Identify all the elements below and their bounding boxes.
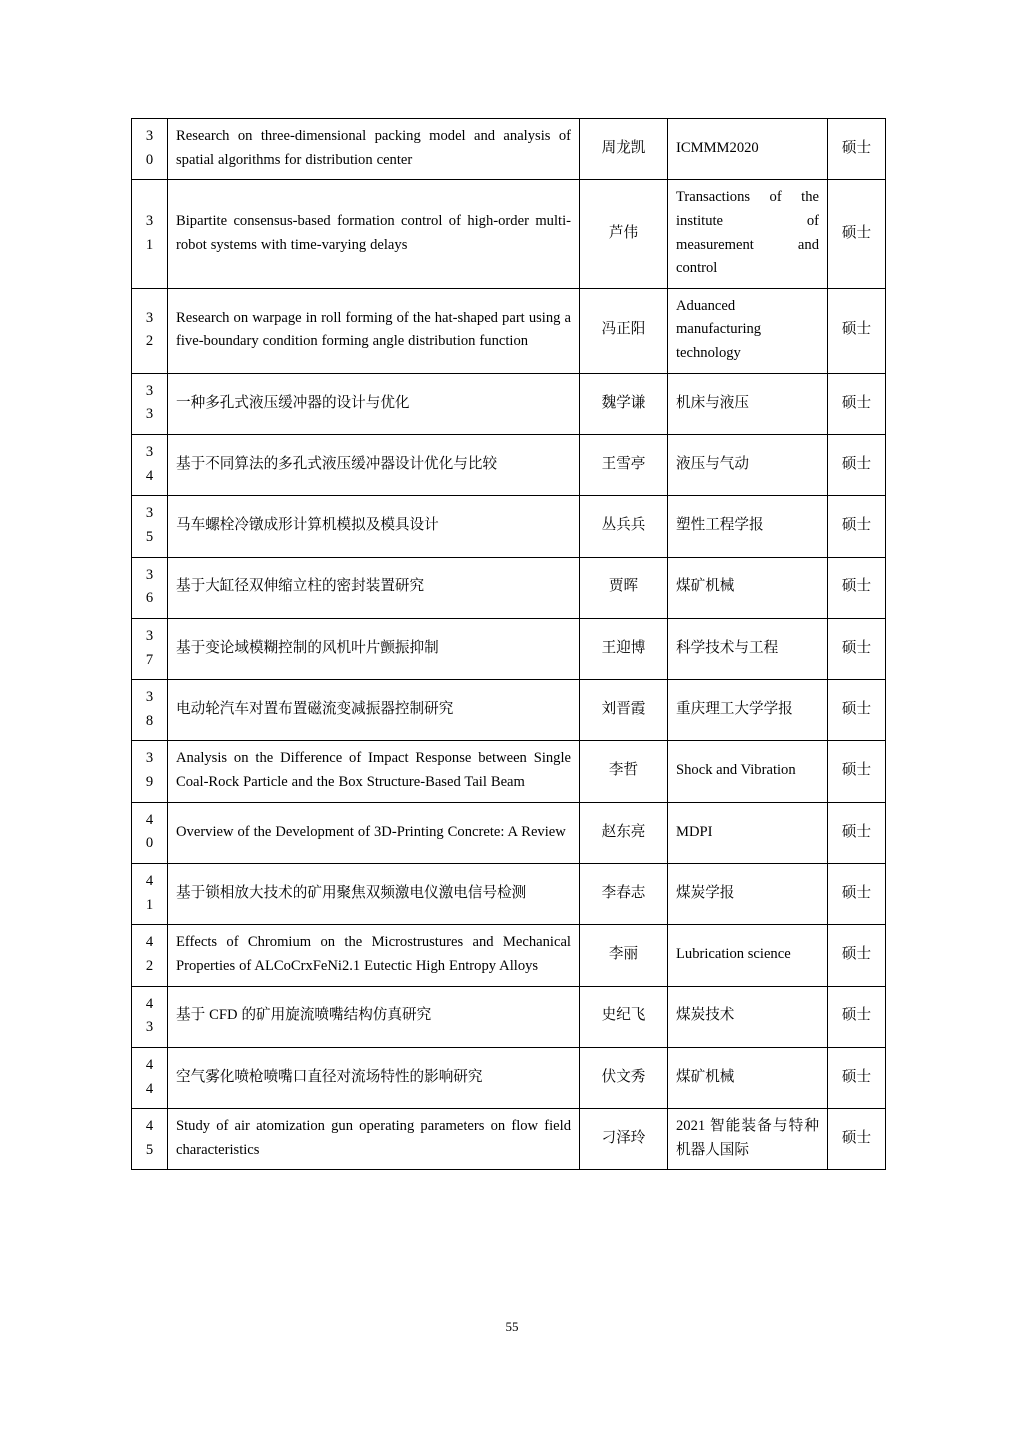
degree-cell: 硕士 xyxy=(828,119,886,180)
row-index-digit: 5 xyxy=(145,1141,154,1158)
row-index-digit: 3 xyxy=(145,566,154,583)
row-index-cell xyxy=(132,180,168,289)
publication-title-cell: 基于 CFD 的矿用旋流喷嘴结构仿真研究 xyxy=(168,986,580,1047)
row-index-digit: 2 xyxy=(145,957,154,974)
row-index-digit: 4 xyxy=(145,467,154,484)
degree-cell: 硕士 xyxy=(828,557,886,618)
author-cell: 伏文秀 xyxy=(580,1047,668,1108)
row-index-cell xyxy=(132,496,168,557)
row-index-digit: 3 xyxy=(145,444,154,461)
row-index-digit: 0 xyxy=(145,835,154,852)
journal-cell: Transactions of the institute of measurement and control xyxy=(668,180,828,289)
publications-table-container xyxy=(131,118,885,1170)
table-row xyxy=(132,864,886,925)
author-cell: 冯正阳 xyxy=(580,288,668,373)
author-cell: 周龙凯 xyxy=(580,119,668,180)
row-index-digit: 3 xyxy=(145,309,154,326)
row-index-digit: 4 xyxy=(145,934,154,951)
author-cell: 贾晖 xyxy=(580,557,668,618)
author-cell: 丛兵兵 xyxy=(580,496,668,557)
degree-cell: 硕士 xyxy=(828,925,886,986)
degree-cell: 硕士 xyxy=(828,1109,886,1170)
row-index-cell xyxy=(132,925,168,986)
journal-cell: 煤矿机械 xyxy=(668,1047,828,1108)
journal-cell: 机床与液压 xyxy=(668,373,828,434)
journal-cell: 煤炭学报 xyxy=(668,864,828,925)
row-index-cell xyxy=(132,741,168,802)
row-index-cell xyxy=(132,557,168,618)
journal-cell: 2021 智能装备与特种机器人国际 xyxy=(668,1109,828,1170)
author-cell: 李哲 xyxy=(580,741,668,802)
author-cell: 史纪飞 xyxy=(580,986,668,1047)
table-row xyxy=(132,496,886,557)
row-index-cell xyxy=(132,119,168,180)
row-index-digit: 4 xyxy=(145,1080,154,1097)
row-index-cell xyxy=(132,618,168,679)
degree-cell: 硕士 xyxy=(828,435,886,496)
author-cell: 王雪亭 xyxy=(580,435,668,496)
table-row xyxy=(132,435,886,496)
row-index-cell xyxy=(132,373,168,434)
row-index-digit: 3 xyxy=(145,382,154,399)
publication-title-cell: 空气雾化喷枪喷嘴口直径对流场特性的影响研究 xyxy=(168,1047,580,1108)
row-index-digit: 4 xyxy=(145,873,154,890)
author-cell: 李春志 xyxy=(580,864,668,925)
degree-cell: 硕士 xyxy=(828,496,886,557)
author-cell: 芦伟 xyxy=(580,180,668,289)
degree-cell: 硕士 xyxy=(828,288,886,373)
journal-cell: ICMMM2020 xyxy=(668,119,828,180)
degree-cell: 硕士 xyxy=(828,618,886,679)
publication-title-cell: Research on three-dimensional packing model and analysis of spatial algorithms for distribution center xyxy=(168,119,580,180)
publication-title-cell: Effects of Chromium on the Microstrustures and Mechanical Properties of ALCoCrxFeNi2.1 Eutectic High Entropy Alloys xyxy=(168,925,580,986)
row-index-digit: 3 xyxy=(145,128,154,144)
author-cell: 魏学谦 xyxy=(580,373,668,434)
degree-cell: 硕士 xyxy=(828,986,886,1047)
publication-title-cell: Bipartite consensus-based formation control of high-order multi-robot systems with time-varying delays xyxy=(168,180,580,289)
journal-cell: MDPI xyxy=(668,802,828,863)
publication-title-cell: 一种多孔式液压缓冲器的设计与优化 xyxy=(168,373,580,434)
table-row xyxy=(132,1047,886,1108)
journal-cell: Aduanced manufacturing technology xyxy=(668,288,828,373)
degree-cell: 硕士 xyxy=(828,741,886,802)
row-index-cell xyxy=(132,802,168,863)
row-index-digit: 9 xyxy=(145,774,154,791)
journal-cell: 煤炭技术 xyxy=(668,986,828,1047)
table-row xyxy=(132,1109,886,1170)
publication-title-cell: Overview of the Development of 3D-Printing Concrete: A Review xyxy=(168,802,580,863)
publication-title-cell: Study of air atomization gun operating parameters on flow field characteristics xyxy=(168,1109,580,1170)
table-row xyxy=(132,288,886,373)
journal-cell: Shock and Vibration xyxy=(668,741,828,802)
row-index-digit: 8 xyxy=(145,712,154,729)
row-index-digit: 4 xyxy=(145,811,154,828)
row-index-digit: 4 xyxy=(145,1056,154,1073)
table-row xyxy=(132,680,886,741)
row-index-digit: 3 xyxy=(145,627,154,644)
table-row xyxy=(132,557,886,618)
degree-cell: 硕士 xyxy=(828,680,886,741)
row-index-cell xyxy=(132,864,168,925)
row-index-digit: 2 xyxy=(145,333,154,350)
row-index-digit: 3 xyxy=(145,1019,154,1036)
row-index-digit: 3 xyxy=(145,406,154,423)
publication-title-cell: Analysis on the Difference of Impact Response between Single Coal-Rock Particle and the Box Structure-Based Tail Beam xyxy=(168,741,580,802)
publication-title-cell: 基于不同算法的多孔式液压缓冲器设计优化与比较 xyxy=(168,435,580,496)
degree-cell: 硕士 xyxy=(828,802,886,863)
row-index-digit: 5 xyxy=(145,528,154,545)
row-index-digit: 7 xyxy=(145,651,154,668)
row-index-digit: 3 xyxy=(145,505,154,522)
table-row xyxy=(132,802,886,863)
row-index-cell xyxy=(132,986,168,1047)
row-index-digit: 3 xyxy=(145,689,154,706)
author-cell: 刘晋霞 xyxy=(580,680,668,741)
row-index-digit: 0 xyxy=(145,151,154,168)
author-cell: 刁泽玲 xyxy=(580,1109,668,1170)
table-row xyxy=(132,741,886,802)
row-index-cell xyxy=(132,1109,168,1170)
row-index-digit: 4 xyxy=(145,1118,154,1135)
row-index-digit: 3 xyxy=(145,750,154,767)
row-index-digit: 6 xyxy=(145,590,154,607)
table-row xyxy=(132,373,886,434)
journal-cell: 重庆理工大学学报 xyxy=(668,680,828,741)
journal-cell: 煤矿机械 xyxy=(668,557,828,618)
row-index-digit: 3 xyxy=(145,212,154,229)
publication-title-cell: Research on warpage in roll forming of the hat-shaped part using a five-boundary condition forming angle distribution function xyxy=(168,288,580,373)
row-index-digit: 1 xyxy=(145,896,154,913)
publication-title-cell: 基于锁相放大技术的矿用聚焦双频激电仪激电信号检测 xyxy=(168,864,580,925)
row-index-cell xyxy=(132,1047,168,1108)
journal-cell: Lubrication science xyxy=(668,925,828,986)
journal-cell: 科学技术与工程 xyxy=(668,618,828,679)
publications-table-body xyxy=(132,119,886,1170)
row-index-digit: 4 xyxy=(145,995,154,1012)
publication-title-cell: 电动轮汽车对置布置磁流变减振器控制研究 xyxy=(168,680,580,741)
author-cell: 李丽 xyxy=(580,925,668,986)
row-index-cell xyxy=(132,680,168,741)
table-row xyxy=(132,119,886,180)
degree-cell: 硕士 xyxy=(828,373,886,434)
journal-cell: 液压与气动 xyxy=(668,435,828,496)
table-row xyxy=(132,925,886,986)
table-row xyxy=(132,618,886,679)
degree-cell: 硕士 xyxy=(828,1047,886,1108)
publication-title-cell: 基于变论域模糊控制的风机叶片颤振抑制 xyxy=(168,618,580,679)
author-cell: 赵东亮 xyxy=(580,802,668,863)
journal-cell: 塑性工程学报 xyxy=(668,496,828,557)
publication-title-cell: 基于大缸径双伸缩立柱的密封装置研究 xyxy=(168,557,580,618)
degree-cell: 硕士 xyxy=(828,180,886,289)
row-index-cell xyxy=(132,435,168,496)
author-cell: 王迎博 xyxy=(580,618,668,679)
page-number: 55 xyxy=(505,1319,519,1334)
publication-title-cell: 马车螺栓冷镦成形计算机模拟及模具设计 xyxy=(168,496,580,557)
row-index-cell xyxy=(132,288,168,373)
table-row xyxy=(132,986,886,1047)
table-row xyxy=(132,180,886,289)
publications-table xyxy=(131,118,886,1170)
degree-cell: 硕士 xyxy=(828,864,886,925)
row-index-digit: 1 xyxy=(145,236,154,253)
